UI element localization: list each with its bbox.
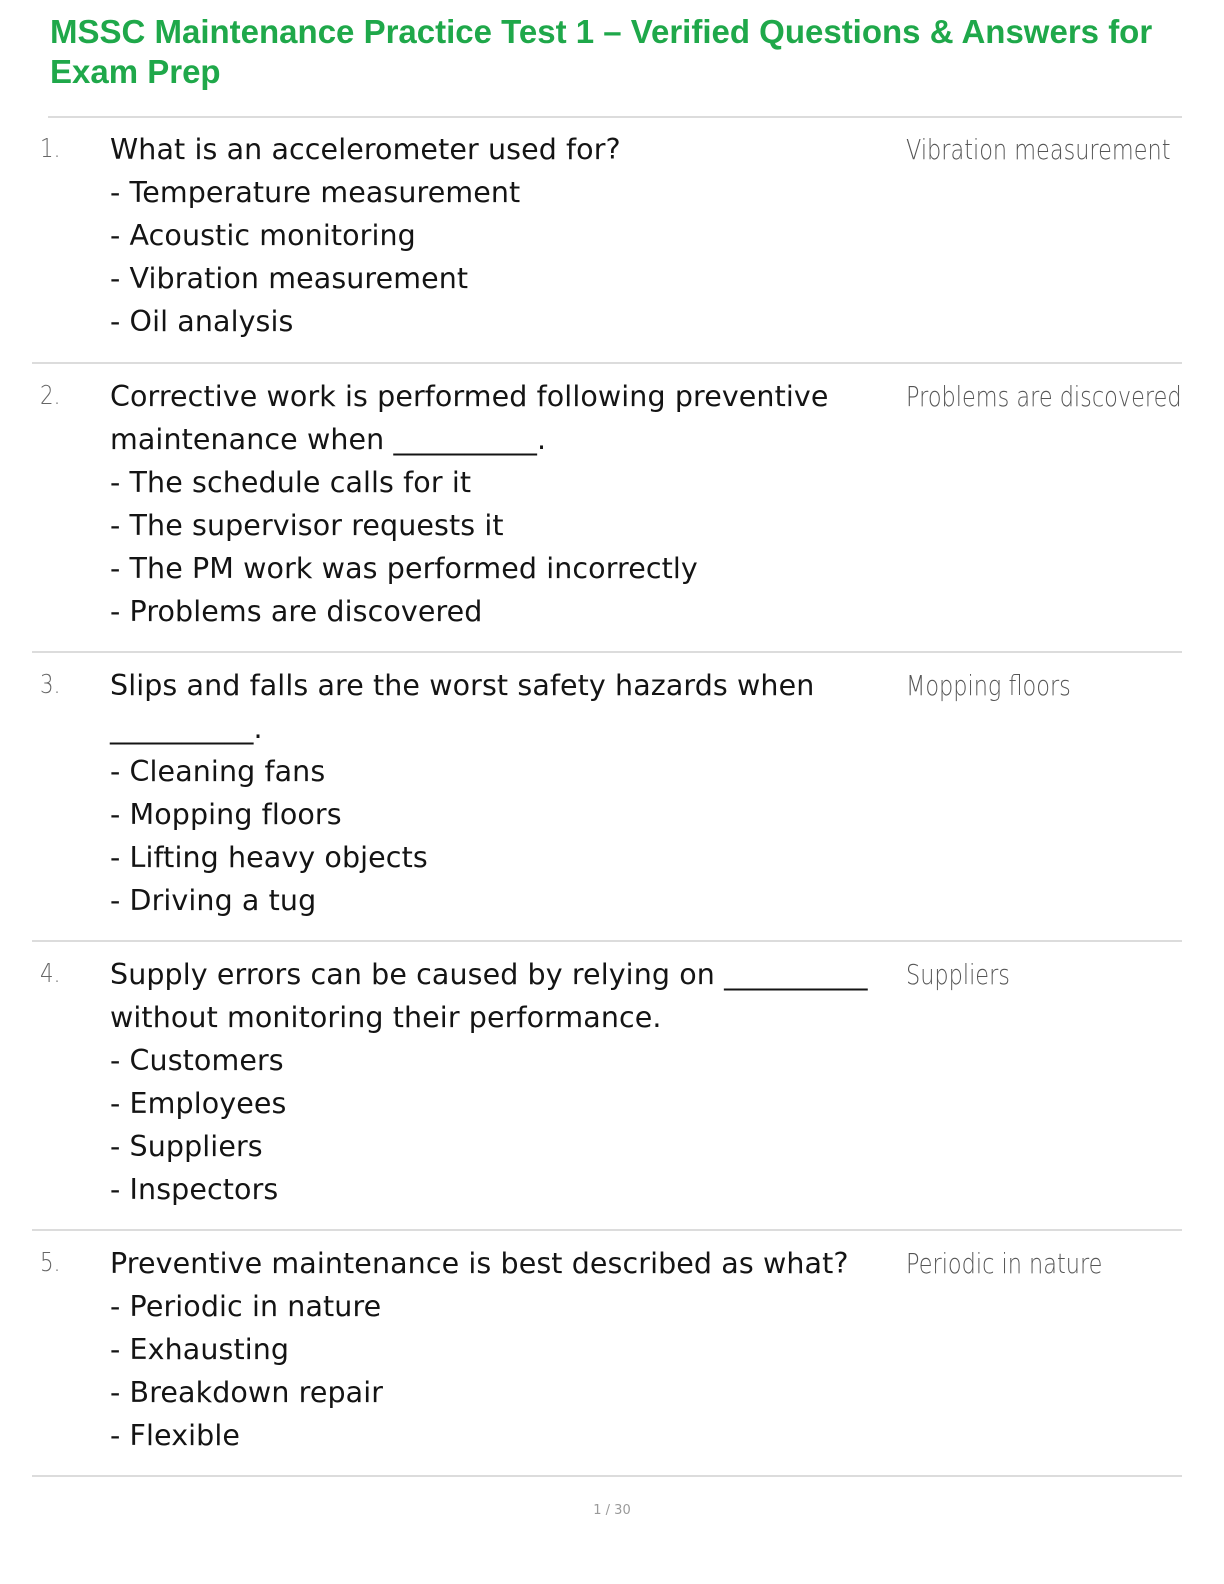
question-text: Preventive maintenance is best described as what? xyxy=(110,1247,849,1280)
question-number: 1. xyxy=(40,134,61,164)
correct-answer: Periodic in nature xyxy=(906,1247,1103,1280)
question-body xyxy=(110,1242,880,1457)
answer-option: - Temperature measurement xyxy=(110,176,521,209)
divider xyxy=(32,1475,1182,1477)
question-text: Corrective work is performed following preventive maintenance when __________. xyxy=(110,380,838,456)
answer-option: - Customers xyxy=(110,1044,284,1077)
question-body xyxy=(110,953,880,1211)
answer-option: - Inspectors xyxy=(110,1173,279,1206)
answer-option: - Exhausting xyxy=(110,1333,290,1366)
divider xyxy=(32,362,1182,364)
answer-option: - Vibration measurement xyxy=(110,262,469,295)
divider xyxy=(32,651,1182,653)
correct-answer: Vibration measurement xyxy=(906,133,1171,166)
answer-option: - Employees xyxy=(110,1087,287,1120)
answer-option: - Periodic in nature xyxy=(110,1290,382,1323)
divider xyxy=(48,116,1182,118)
question-number: 4. xyxy=(40,959,61,989)
answer-option: - Flexible xyxy=(110,1419,241,1452)
answer-option: - Problems are discovered xyxy=(110,595,483,628)
answer-option: - Driving a tug xyxy=(110,884,317,917)
question-body xyxy=(110,664,840,922)
page-indicator: 1 / 30 xyxy=(593,1503,631,1518)
question-text: What is an accelerometer used for? xyxy=(110,133,621,166)
question-number: 5. xyxy=(40,1248,61,1278)
question-number: 3. xyxy=(40,670,61,700)
question-text: Slips and falls are the worst safety hazards when __________. xyxy=(110,669,824,745)
divider xyxy=(32,940,1182,942)
question-body xyxy=(110,375,880,633)
document-title: MSSC Maintenance Practice Test 1 – Verified Questions & Answers for Exam Prep xyxy=(50,13,1153,90)
answer-option: - The supervisor requests it xyxy=(110,509,504,542)
question-number: 2. xyxy=(40,381,61,411)
question-text: Supply errors can be caused by relying on __________ without monitoring their performance. xyxy=(110,958,877,1034)
answer-option: - The PM work was performed incorrectly xyxy=(110,552,698,585)
answer-option: - The schedule calls for it xyxy=(110,466,472,499)
correct-answer: Mopping floors xyxy=(906,669,1071,702)
correct-answer: Suppliers xyxy=(906,958,1010,991)
question-body xyxy=(110,128,880,343)
answer-option: - Cleaning fans xyxy=(110,755,326,788)
correct-answer: Problems are discovered xyxy=(906,380,1182,413)
answer-option: - Mopping floors xyxy=(110,798,342,831)
answer-option: - Acoustic monitoring xyxy=(110,219,416,252)
answer-option: - Suppliers xyxy=(110,1130,263,1163)
answer-option: - Breakdown repair xyxy=(110,1376,384,1409)
divider xyxy=(32,1229,1182,1231)
answer-option: - Oil analysis xyxy=(110,305,294,338)
answer-option: - Lifting heavy objects xyxy=(110,841,428,874)
